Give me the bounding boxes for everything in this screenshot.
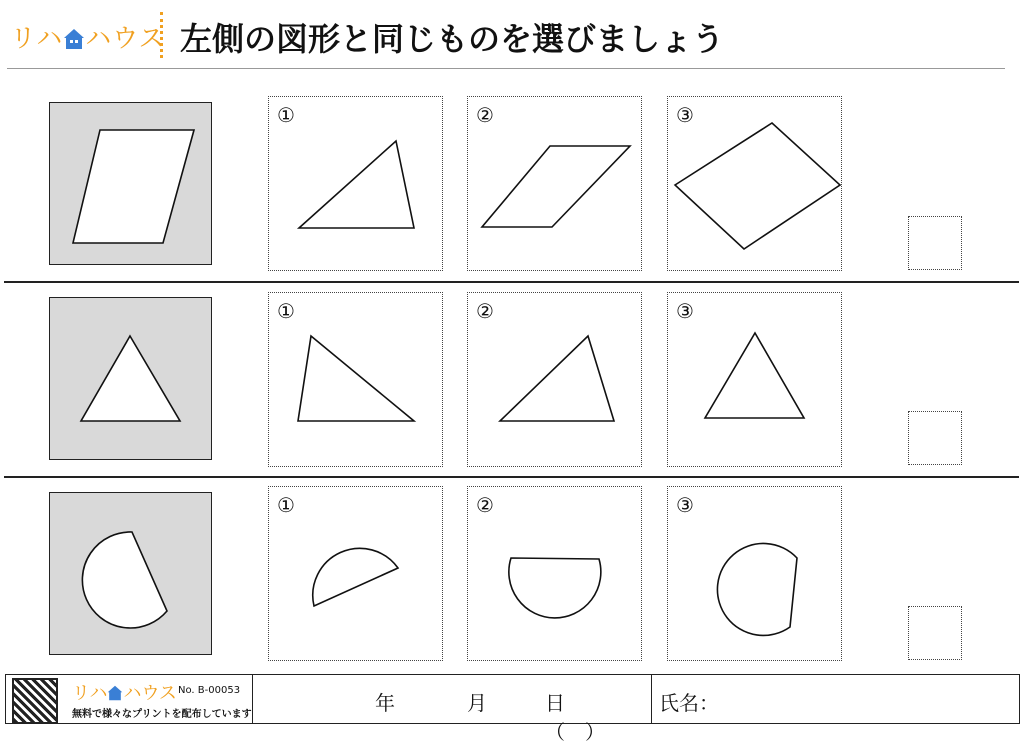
name-cell[interactable] [651,675,652,723]
house-icon [63,28,85,50]
circle-segment-shape [668,487,841,660]
year-label: 年 [375,691,395,715]
answer-box-row-3[interactable] [908,606,962,660]
choice-row-3-1[interactable] [268,486,443,661]
logo-text: リハ [10,24,64,54]
parallelogram-shape [468,97,641,270]
choice-number: ① [277,103,295,127]
parallelogram-shape [50,103,211,264]
target-shape-row-3 [49,492,212,655]
choice-number: ② [476,103,494,127]
logo-text-2: ハウス [85,24,166,54]
house-icon [107,685,123,701]
choice-row-3-3[interactable] [667,486,842,661]
choice-number: ③ [676,493,694,517]
choice-row-1-2[interactable] [467,96,642,271]
page-title: 左側の図形と同じものを選びましょう [180,20,725,58]
choice-row-1-3[interactable] [667,96,842,271]
choice-number: ② [476,493,494,517]
day-label: 日（ ） [545,691,605,744]
qr-code [12,678,58,724]
choice-number: ③ [676,299,694,323]
answer-box-row-1[interactable] [908,216,962,270]
choice-row-2-3[interactable] [667,292,842,467]
row-divider [4,281,1019,283]
choice-number: ② [476,299,494,323]
name-label: 氏名： [659,691,719,715]
triangle-shape [269,97,442,270]
footer-logo-text: リハ [72,683,108,704]
choice-row-2-1[interactable] [268,292,443,467]
triangle-shape [468,293,641,466]
circle-segment-shape [50,493,211,654]
choice-row-2-2[interactable] [467,292,642,467]
document-number: No. B-00053 [178,685,241,696]
choice-row-1-1[interactable] [268,96,443,271]
target-shape-row-2 [49,297,212,460]
date-cell [252,675,605,744]
choice-number: ③ [676,103,694,127]
row-divider [4,476,1019,478]
choice-number: ① [277,493,295,517]
equilateral-triangle-shape [668,293,841,466]
half-circle-shape [269,487,442,660]
choice-row-3-2[interactable] [467,486,642,661]
rhombus-shape [668,97,841,270]
target-shape-row-1 [49,102,212,265]
title-separator [160,12,163,58]
footer-logo [72,679,177,705]
equilateral-triangle-shape [50,298,211,459]
footer-logo-text-2: ハウス [123,683,177,704]
footer-tagline: 無料で様々なプリントを配布しています [72,709,252,720]
circle-segment-shape [468,487,641,660]
right-triangle-shape [269,293,442,466]
answer-box-row-2[interactable] [908,411,962,465]
choice-number: ① [277,299,295,323]
month-label: 月 [467,691,487,715]
header-divider [7,68,1005,69]
footer [5,674,1020,744]
site-logo [10,18,165,55]
